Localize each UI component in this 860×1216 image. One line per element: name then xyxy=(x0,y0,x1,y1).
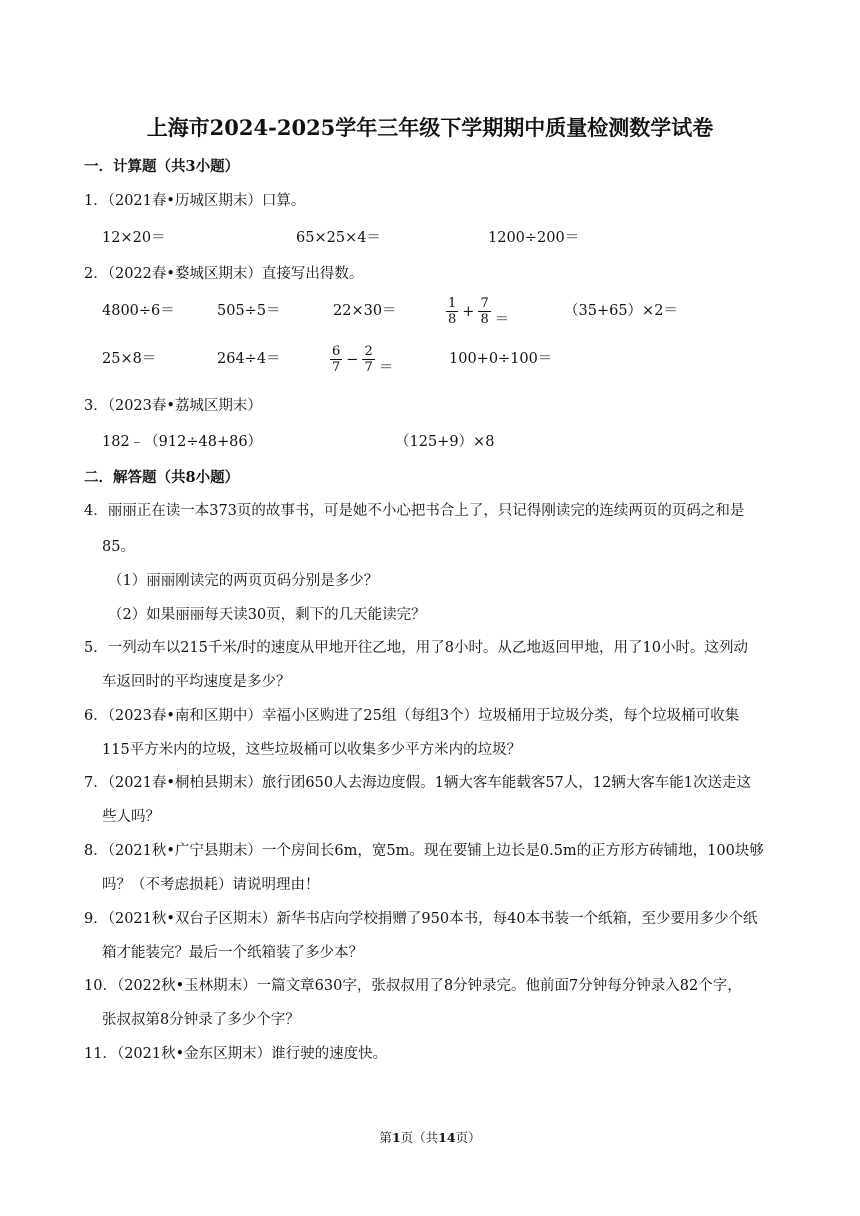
q2-item: （35+65）×2＝ xyxy=(564,303,678,319)
fraction: $\frac{7}{8}$ xyxy=(480,296,489,327)
page-title: 上海市2024-2025学年三年级下学期期中质量检测数学试卷 xyxy=(146,115,714,140)
page-footer xyxy=(0,1128,860,1146)
q2-item: 100+0÷100＝ xyxy=(449,351,553,367)
q2-item: 264÷4＝ xyxy=(217,351,281,367)
total-pages: 14 xyxy=(438,1130,456,1145)
question-8-line: 8．（2021秋•广宁县期末）一个房间长6m，宽5m。现在要铺上边长是0.5m的正方形方砖铺地，100块够 xyxy=(84,843,764,859)
equals: ＝ xyxy=(494,312,510,328)
q2-item: 25×8＝ xyxy=(102,351,157,367)
section-heading-calculation: 一．计算题（共3小题） xyxy=(84,158,240,175)
footer-text: 页） xyxy=(455,1130,481,1145)
operator: + xyxy=(462,303,475,320)
section-heading-problems: 二．解答题（共8小题） xyxy=(84,469,240,486)
question-1-stem: 1．（2021春•历城区期末）口算。 xyxy=(84,193,306,209)
question-4-sub: （2）如果丽丽每天读30页，剩下的几天能读完？ xyxy=(108,607,426,623)
page-number: 1 xyxy=(391,1130,401,1145)
fraction: $\frac{1}{8}$ xyxy=(448,296,457,327)
question-9-line: 9．（2021秋•双台子区期末）新华书店向学校捐赠了950本书，每40本书装一个纸箱，至少要用多少个纸 xyxy=(84,911,758,927)
footer-text: 第 xyxy=(379,1130,392,1145)
q1-item: 12×20＝ xyxy=(102,230,166,246)
question-11-line: 11．（2021秋•金东区期末）谁行驶的速度快。 xyxy=(84,1046,388,1062)
q1-item: 1200÷200＝ xyxy=(488,230,580,246)
equals: ＝ xyxy=(378,360,394,376)
question-10-line: 10．（2022秋•玉林期末）一篇文章630字，张叔叔用了8分钟录完。他前面7分钟每分钟录入82个字， xyxy=(84,978,742,994)
q2-item: 22×30＝ xyxy=(333,303,397,319)
question-7-line: 些人吗？ xyxy=(102,809,160,825)
operator: − xyxy=(346,351,359,368)
q2-item: 505÷5＝ xyxy=(217,303,281,319)
question-6-line: 6．（2023春•南和区期中）幸福小区购进了25组（每组3个）垃圾桶用于垃圾分类，每个垃圾桶可收集 xyxy=(84,708,740,724)
q2-fraction-sum xyxy=(446,294,509,329)
q3-item: （125+9）×8 xyxy=(395,434,495,450)
question-4-sub: （1）丽丽刚读完的两页页码分别是多少？ xyxy=(108,573,379,589)
question-4-line: 4．丽丽正在读一本373页的故事书，可是她不小心把书合上了，只记得刚读完的连续两页的页码之和是 xyxy=(84,503,745,519)
question-10-line: 张叔叔第8分钟录了多少个字？ xyxy=(102,1012,300,1028)
question-5-line: 车返回时的平均速度是多少？ xyxy=(102,674,291,690)
question-3-stem: 3．（2023春•荔城区期末） xyxy=(84,398,262,414)
question-4-line: 85。 xyxy=(102,539,135,555)
question-5-line: 5．一列动车以215千米/时的速度从甲地开往乙地，用了8小时。从乙地返回甲地，用了10小时。这列动 xyxy=(84,640,748,656)
question-2-stem: 2．（2022春•婺城区期末）直接写出得数。 xyxy=(84,266,364,282)
fraction: $\frac{2}{7}$ xyxy=(364,344,373,375)
q1-item: 65×25×4＝ xyxy=(296,230,381,246)
question-6-line: 115平方米内的垃圾，这些垃圾桶可以收集多少平方米内的垃圾？ xyxy=(102,742,522,758)
footer-text: 页（共 xyxy=(400,1130,439,1145)
fraction: $\frac{6}{7}$ xyxy=(332,344,341,375)
question-8-line: 吗？（不考虑损耗）请说明理由！ xyxy=(102,877,320,893)
question-7-line: 7．（2021春•桐柏县期末）旅行团650人去海边度假。1辆大客车能载客57人，12辆大客车能1次送走这 xyxy=(84,775,751,791)
q2-item: 4800÷6＝ xyxy=(102,303,175,319)
q3-item: 182﹣（912÷48+86） xyxy=(102,434,263,450)
q2-fraction-difference xyxy=(330,342,393,377)
question-9-line: 箱才能装完？最后一个纸箱装了多少本？ xyxy=(102,945,363,961)
